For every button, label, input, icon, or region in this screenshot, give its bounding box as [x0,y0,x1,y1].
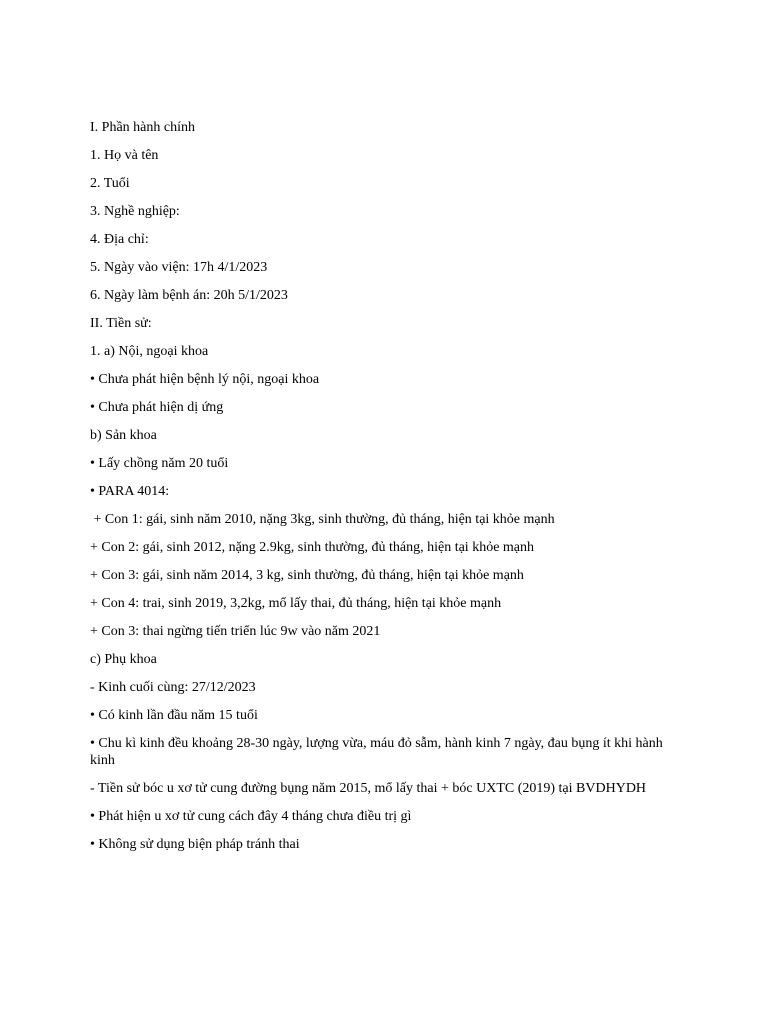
field-full-name: 1. Họ và tên [90,148,159,163]
child-record: + Con 2: gái, sinh 2012, nặng 2.9kg, sinh thường, đủ tháng, hiện tại khỏe mạnh [90,540,535,555]
history-item: • Có kinh lần đầu năm 15 tuổi [90,708,258,723]
document-body [90,119,670,864]
field-record-date: 6. Ngày làm bệnh án: 20h 5/1/2023 [90,288,288,303]
field-address: 4. Địa chỉ: [90,232,149,247]
child-record: + Con 3: gái, sinh năm 2014, 3 kg, sinh thường, đủ tháng, hiện tại khỏe mạnh [90,568,524,583]
history-item: - Tiền sử bóc u xơ tử cung đường bụng năm 2015, mổ lấy thai + bóc UXTC (2019) tại BVDHYDH [90,781,647,796]
history-item: • Không sử dụng biện pháp tránh thai [90,837,300,852]
field-admission-date: 5. Ngày vào viện: 17h 4/1/2023 [90,260,268,275]
section-heading-history: II. Tiền sử: [90,316,152,331]
subheading-obstetric: b) Sản khoa [90,428,157,443]
history-item: • Chưa phát hiện bệnh lý nội, ngoại khoa [90,372,320,387]
child-record: + Con 3: thai ngừng tiến triển lúc 9w vào năm 2021 [90,624,381,639]
history-item: • PARA 4014: [90,484,170,499]
field-age: 2. Tuổi [90,176,130,191]
history-item: - Kinh cuối cùng: 27/12/2023 [90,680,256,695]
section-heading-administrative: I. Phần hành chính [90,120,195,135]
field-occupation: 3. Nghề nghiệp: [90,204,180,219]
child-record: + Con 4: trai, sinh 2019, 3,2kg, mổ lấy thai, đủ tháng, hiện tại khỏe mạnh [90,596,502,611]
history-item: • Phát hiện u xơ tử cung cách đây 4 tháng chưa điều trị gì [90,809,412,824]
child-record: + Con 1: gái, sinh năm 2010, nặng 3kg, sinh thường, đủ tháng, hiện tại khỏe mạnh [90,512,555,527]
subheading-medical-surgical: 1. a) Nội, ngoại khoa [90,344,209,359]
history-item: • Chưa phát hiện dị ứng [90,400,224,415]
subheading-gynecologic: c) Phụ khoa [90,652,157,667]
history-item: • Lấy chồng năm 20 tuổi [90,456,229,471]
history-item: • Chu kì kinh đều khoảng 28-30 ngày, lượng vừa, máu đỏ sẫm, hành kinh 7 ngày, đau bụng ít khi hành kinh [90,736,667,768]
